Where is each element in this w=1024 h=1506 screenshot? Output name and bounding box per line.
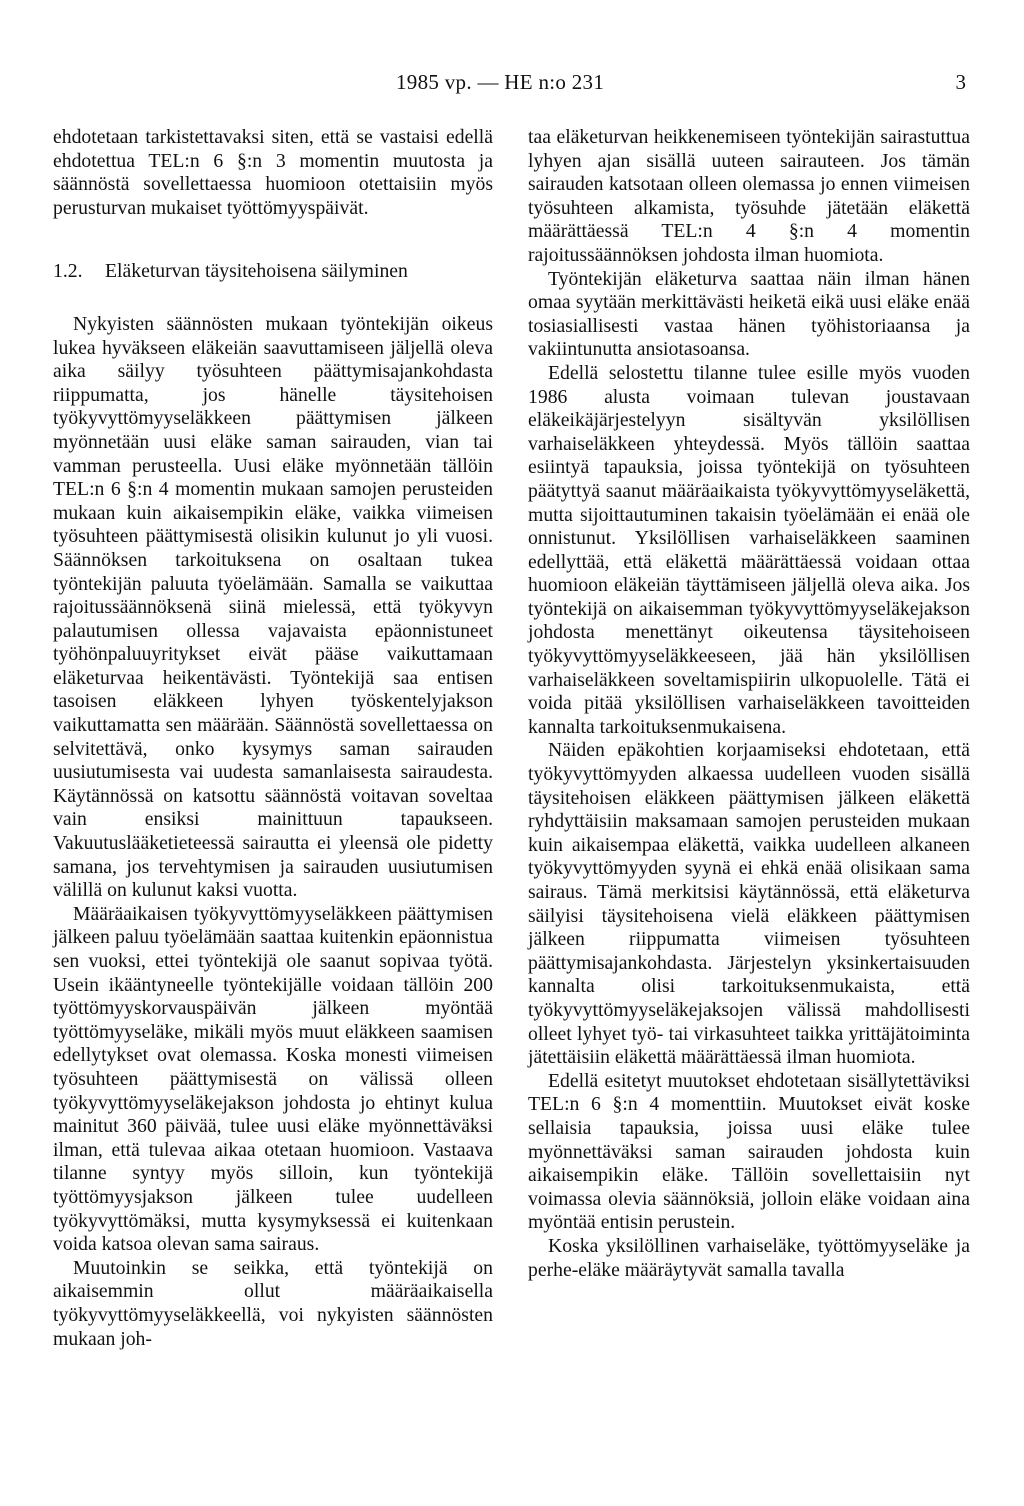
body-paragraph: Näiden epäkohtien korjaamiseksi ehdotetaan, että työkyvyttömyyden alkaessa uudelleen vuoden sisällä täysitehoisen eläkkeen päättymisen jälkeen eläkettä ryhdyttäisiin maksamaan samojen perusteiden mukaan kuin aikaisempaa eläkettä, vaikka uudelleen alkaneen työkyvyttömyyden syynä ei ehkä enää olisikaan sama sairaus. Tämä merkitsisi käytännössä, että eläketurva säilyisi täysitehoisena vielä eläkkeen päättymisen jälkeen riippumatta viimeisen työsuhteen päättymisajankohdasta. Järjestelyn yksinkertaisuuden kannalta olisi tarkoituksenmukaista, että työkyvyttömyyseläkejaksojen välissä mahdollisesti olleet lyhyet työ- tai virkasuhteet taikka yrittäjätoiminta jätettäisiin eläkettä määrättäessä ilman huomiota. [528,739,970,1069]
body-paragraph: Muutoinkin se seikka, että työntekijä on aikaisemmin ollut määräaikaisella työkyvyttömyyseläkkeellä, voi nykyisten säännösten mukaan joh- [53,1256,493,1350]
body-paragraph: Edellä esitetyt muutokset ehdotetaan sisällytettäviksi TEL:n 6 §:n 4 momenttiin. Muutokset eivät koske sellaisia tapauksia, joissa uusi eläke tulee myönnettäväksi saman sairauden johdosta kuin aikaisempikin eläke. Tällöin sovellettaisiin nyt voimassa olevia säännöksiä, jolloin eläke voidaan aina myöntää entisin perustein. [528,1069,970,1234]
section-heading [53,260,493,284]
body-paragraph: Nykyisten säännösten mukaan työntekijän oikeus lukea hyväkseen eläkeiän saavuttamiseen jäljellä oleva aika säilyy työsuhteen päättymisajankohdasta riippumatta, jos hänelle täysitehoisen työkyvyttömyyseläkkeen päättymisen jälkeen myönnetään uusi eläke saman sairauden, vian tai vamman perusteella. Uusi eläke myönnetään tällöin TEL:n 6 §:n 4 momentin mukaan samojen perusteiden mukaan kuin aikaisempikin eläke, vaikka viimeisen työsuhteen päättymisestä olisikin kulunut jo yli vuosi. Säännöksen tarkoituksena on osaltaan tukea työntekijän paluuta työelämään. Samalla se vaikuttaa rajoitussäännöksenä siinä mielessä, että työkyvyn palautumisen ollessa vajavaista epäonnistuneet työhönpaluuyritykset eivät pääse vaikuttamaan eläketurvaa heikentävästi. Työntekijä saa entisen tasoisen eläkkeen lyhyen työskentelyjakson vaikuttamatta sen määrään. Säännöstä sovellettaessa on selvitettävä, onko kysymys saman sairauden uusiutumisesta vai uudesta samanlaisesta sairaudesta. Käytännössä on katsottu säännöstä voitavan soveltaa vain ensiksi mainittuun tapaukseen. Vakuutuslääketieteessä sairautta ei yleensä ole pidetty samana, jos tervehtymisen ja sairauden uusiutumisen välillä on kulunut kaksi vuotta. [53,312,493,902]
page-number: 3 [955,70,966,94]
body-paragraph: Määräaikaisen työkyvyttömyyseläkkeen päättymisen jälkeen paluu työelämään saattaa kuitenkin epäonnistua sen vuoksi, ettei työntekijä ole saanut sopivaa työtä. Usein ikääntyneelle työntekijälle voidaan tällöin 200 työttömyyskorvauspäivän jälkeen myöntää työttömyyseläke, mikäli myös muut eläkkeen saamisen edellytykset ovat olemassa. Koska monesti viimeisen työsuhteen päättymisestä on välissä olleen työkyvyttömyyseläkejakson johdosta jo ehtinyt kulua mainitut 360 päivää, tulee uusi eläke myönnettäväksi ilman, että tulevaa aikaa otetaan huomioon. Vastaava tilanne syntyy myös silloin, kun työntekijä työttömyysjakson jälkeen tulee uudelleen työkyvyttömäksi, mutta kysymyksessä ei kuitenkaan voida katsoa olevan sama sairaus. [53,902,493,1256]
page-header [0,70,1024,100]
body-paragraph: taa eläketurvan heikkenemiseen työntekijän sairastuttua lyhyen ajan sisällä uuteen sairauteen. Jos tämän sairauden katsotaan olleen olemassa jo ennen viimeisen työsuhteen alkamista, työsuhde jätetään eläkettä määrättäessä TEL:n 4 §:n 4 momentin rajoitussäännöksen johdosta ilman huomiota. [528,126,970,266]
body-paragraph: Edellä selostettu tilanne tulee esille myös vuoden 1986 alusta voimaan tulevan joustavaan eläkeikäjärjestelyyn sisältyvän yksilöllisen varhaiseläkkeen yhteydessä. Myös tällöin saattaa esiintyä tapauksia, joissa työntekijä on työsuhteen päätyttyä saanut määräaikaista työkyvyttömyyseläkettä, mutta sijoittautuminen takaisin työelämään ei enää ole onnistunut. Yksilöllisen varhaiseläkkeen saaminen edellyttää, että eläkettä määrättäessä voidaan ottaa huomioon eläkeiän täyttämiseen jäljellä oleva aika. Jos työntekijä on aikaisemman työkyvyttömyyseläkejakson johdosta menettänyt oikeutensa täysitehoiseen työkyvyttömyyseläkkeeseen, jää hän yksilöllisen varhaiseläkkeen soveltamispiirin ulkopuolelle. Tätä ei voida pitää yksilöllisen varhaiseläkkeen tavoitteiden kannalta tarkoituksenmukaisena. [528,361,970,738]
intro-paragraph: ehdotetaan tarkistettavaksi siten, että se vastaisi edellä ehdotettua TEL:n 6 §:n 3 momentin muutosta ja säännöstä sovellettaessa huomioon otettaisiin myös perusturvan mukaiset työttömyyspäivät. [53,126,493,219]
left-column [53,126,493,1351]
section-number: 1.2. [53,260,83,283]
section-title: Eläketurvan täysitehoisena säilyminen [105,260,408,283]
running-title: 1985 vp. — HE n:o 231 [396,70,605,94]
right-column [528,126,970,1282]
body-paragraph: Työntekijän eläketurva saattaa näin ilman hänen omaa syytään merkittävästi heiketä eikä uusi eläke enää tosiasiallisesti vastaa hänen työhistoriaansa ja vakiintunutta ansiotasoansa. [528,267,970,361]
body-paragraph: Koska yksilöllinen varhaiseläke, työttömyyseläke ja perhe-eläke määräytyvät samalla tavalla [528,1234,970,1281]
